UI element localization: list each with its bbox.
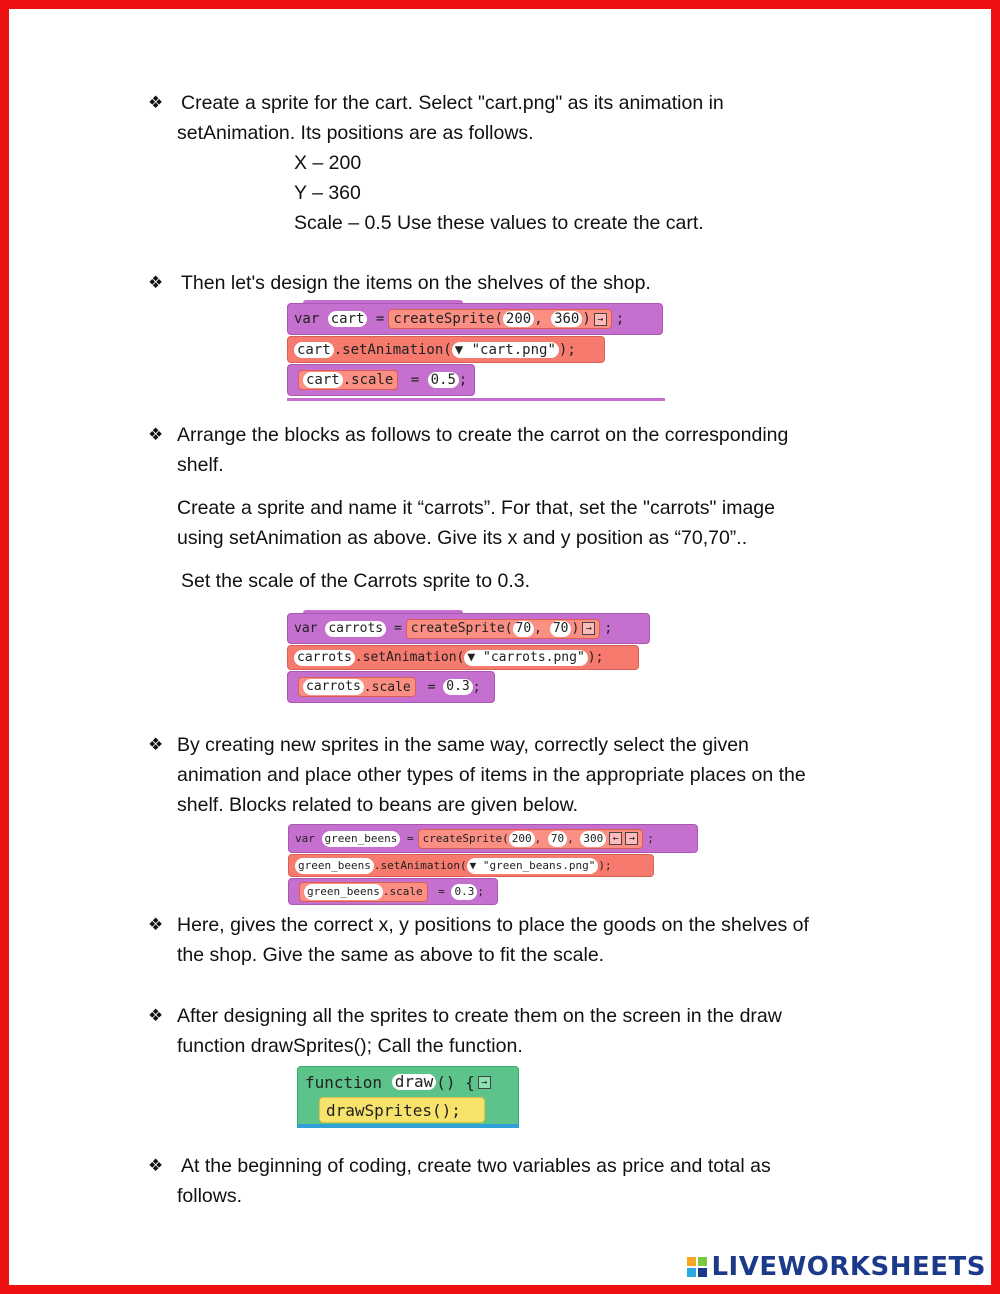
- anim-value: "green_beans.png": [482, 858, 596, 872]
- code-close: );: [558, 341, 576, 358]
- carrots-scale-row: [287, 671, 495, 703]
- code-var-name: carrots: [325, 621, 386, 637]
- code-semicolon: ;: [477, 885, 484, 898]
- code-scale-value: 0.5: [428, 372, 459, 388]
- bullet-diamond-icon: ❖: [148, 1006, 164, 1025]
- create-sprite-call: createSprite ( 70 , 70 ) →: [406, 619, 601, 639]
- anim-dropdown: ▼ "cart.png": [452, 342, 559, 358]
- code-keyword: var: [294, 311, 320, 327]
- code-function: createSprite: [410, 621, 505, 636]
- code-equals: =: [410, 372, 420, 388]
- code-block-cart: [287, 300, 667, 404]
- code-equals: =: [375, 311, 385, 327]
- code-arg-w: 300: [580, 831, 606, 847]
- code-var-name: green_beens: [295, 858, 374, 874]
- code-var-name: cart: [328, 311, 368, 327]
- carrots-animation-row: [287, 645, 639, 670]
- bullet-diamond-icon: ❖: [148, 735, 164, 754]
- anim-dropdown: ▼ "carrots.png": [464, 650, 587, 666]
- code-keyword: var: [294, 621, 318, 636]
- code-scale-value: 0.3: [451, 884, 477, 900]
- scale-property: [299, 882, 428, 902]
- value-scale: Scale – 0.5 Use these values to create the cart.: [294, 212, 704, 234]
- draw-header-row: [299, 1068, 517, 1096]
- code-property: .scale: [382, 885, 423, 898]
- arrow-toggle-icon: →: [582, 622, 595, 635]
- code-semicolon: ;: [472, 679, 481, 695]
- code-parens: () {: [436, 1072, 475, 1092]
- code-var-name: green_beens: [322, 831, 401, 847]
- code-method: .setAnimation(: [373, 859, 467, 872]
- code-semicolon: ;: [647, 832, 654, 845]
- code-block-draw: [297, 1066, 523, 1130]
- code-var-name: cart: [303, 372, 343, 388]
- bullet4-line1: By creating new sprites in the same way, correctly select the given: [177, 734, 749, 756]
- create-sprite-call: createSprite ( 200 , 360 ) →: [388, 309, 611, 329]
- code-equals: =: [406, 832, 414, 845]
- liveworksheets-logo-icon: [687, 1257, 707, 1277]
- arrow-left-toggle-icon: ←: [609, 832, 622, 845]
- draw-sprites-row: [319, 1097, 485, 1123]
- code-function-name: draw: [392, 1074, 437, 1090]
- code-keyword: function: [305, 1072, 383, 1092]
- anim-value: "carrots.png": [483, 649, 585, 665]
- code-arg-y: 360: [551, 311, 582, 327]
- code-equals: =: [438, 885, 445, 898]
- cart-scale-row: [287, 364, 475, 396]
- bullet6-line2: function drawSprites(); Call the function.: [177, 1035, 523, 1057]
- bullet1-line2: setAnimation. Its positions are as follows.: [177, 122, 534, 144]
- bullet3-para1-line2: using setAnimation as above. Give its x and y position as “70,70”..: [177, 527, 748, 549]
- code-var-name: carrots: [303, 679, 364, 695]
- bullet3-para1-line1: Create a sprite and name it “carrots”. For that, set the "carrots" image: [177, 497, 775, 519]
- code-function: createSprite: [422, 832, 503, 845]
- code-block-carrots: [287, 610, 657, 706]
- code-semicolon: ;: [604, 621, 613, 636]
- bullet-diamond-icon: ❖: [148, 915, 164, 934]
- beans-animation-row: [288, 854, 654, 877]
- scale-property: [298, 370, 398, 390]
- bullet5-line2: the shop. Give the same as above to fit the scale.: [177, 944, 605, 966]
- beans-scale-row: [288, 878, 498, 905]
- bullet3-line1: Arrange the blocks as follows to create the carrot on the corresponding: [177, 424, 789, 446]
- bullet7-line1: At the beginning of coding, create two variables as price and total as: [181, 1155, 771, 1177]
- code-semicolon: ;: [458, 372, 468, 388]
- beans-var-row: [288, 824, 698, 853]
- code-function: createSprite: [393, 311, 495, 327]
- bullet-diamond-icon: ❖: [148, 425, 164, 444]
- carrots-var-row: [287, 613, 650, 644]
- code-var-name: cart: [294, 342, 334, 358]
- code-close: );: [587, 650, 604, 665]
- code-equals: =: [427, 679, 436, 695]
- code-arg-x: 200: [509, 831, 535, 847]
- anim-value: "cart.png": [471, 341, 556, 358]
- code-scale-value: 0.3: [443, 679, 472, 695]
- create-sprite-call: createSprite ( 200 , 70 , 300 ← →: [418, 829, 644, 849]
- code-method: .setAnimation(: [333, 341, 452, 358]
- bullet2-text: Then let's design the items on the shelves of the shop.: [181, 272, 651, 294]
- code-keyword: var: [295, 832, 315, 845]
- scale-property: [298, 677, 416, 697]
- bullet4-line3: shelf. Blocks related to beans are given below.: [177, 794, 579, 816]
- bullet3-para2: Set the scale of the Carrots sprite to 0.3.: [181, 570, 531, 592]
- bullet6-line1: After designing all the sprites to create them on the screen in the draw: [177, 1005, 782, 1027]
- code-var-name: carrots: [294, 650, 355, 666]
- cart-var-row: [287, 303, 663, 335]
- code-arg-x: 200: [503, 311, 534, 327]
- code-arg-x: 70: [513, 621, 535, 637]
- code-block-beans: [288, 824, 700, 908]
- arrow-toggle-icon: →: [478, 1076, 491, 1089]
- cart-animation-row: [287, 336, 605, 363]
- value-y: Y – 360: [294, 182, 361, 204]
- bullet-diamond-icon: ❖: [148, 93, 164, 112]
- arrow-toggle-icon: →: [594, 313, 607, 326]
- code-call: drawSprites();: [326, 1100, 461, 1120]
- liveworksheets-logo: [687, 1252, 986, 1282]
- code-method: .setAnimation(: [354, 650, 465, 665]
- bullet-diamond-icon: ❖: [148, 273, 164, 292]
- bullet7-line2: follows.: [177, 1185, 243, 1207]
- code-arg-y: 70: [548, 831, 567, 847]
- code-arg-y: 70: [550, 621, 572, 637]
- bullet3-line2: shelf.: [177, 454, 224, 476]
- logo-text: LIVEWORKSHEETS: [711, 1252, 986, 1282]
- code-var-name: green_beens: [304, 884, 383, 900]
- anim-dropdown: ▼ "green_beans.png": [467, 858, 599, 874]
- arrow-toggle-icon: →: [625, 832, 638, 845]
- bullet-diamond-icon: ❖: [148, 1156, 164, 1175]
- code-property: .scale: [363, 679, 411, 695]
- code-semicolon: ;: [615, 311, 625, 327]
- value-x: X – 200: [294, 152, 362, 174]
- bullet1-line1: Create a sprite for the cart. Select "cart.png" as its animation in: [181, 92, 724, 114]
- code-equals: =: [393, 621, 402, 636]
- code-close: );: [598, 859, 612, 872]
- bullet4-line2: animation and place other types of items in the appropriate places on the: [177, 764, 806, 786]
- code-property: .scale: [342, 372, 394, 388]
- bullet5-line1: Here, gives the correct x, y positions to place the goods on the shelves of: [177, 914, 809, 936]
